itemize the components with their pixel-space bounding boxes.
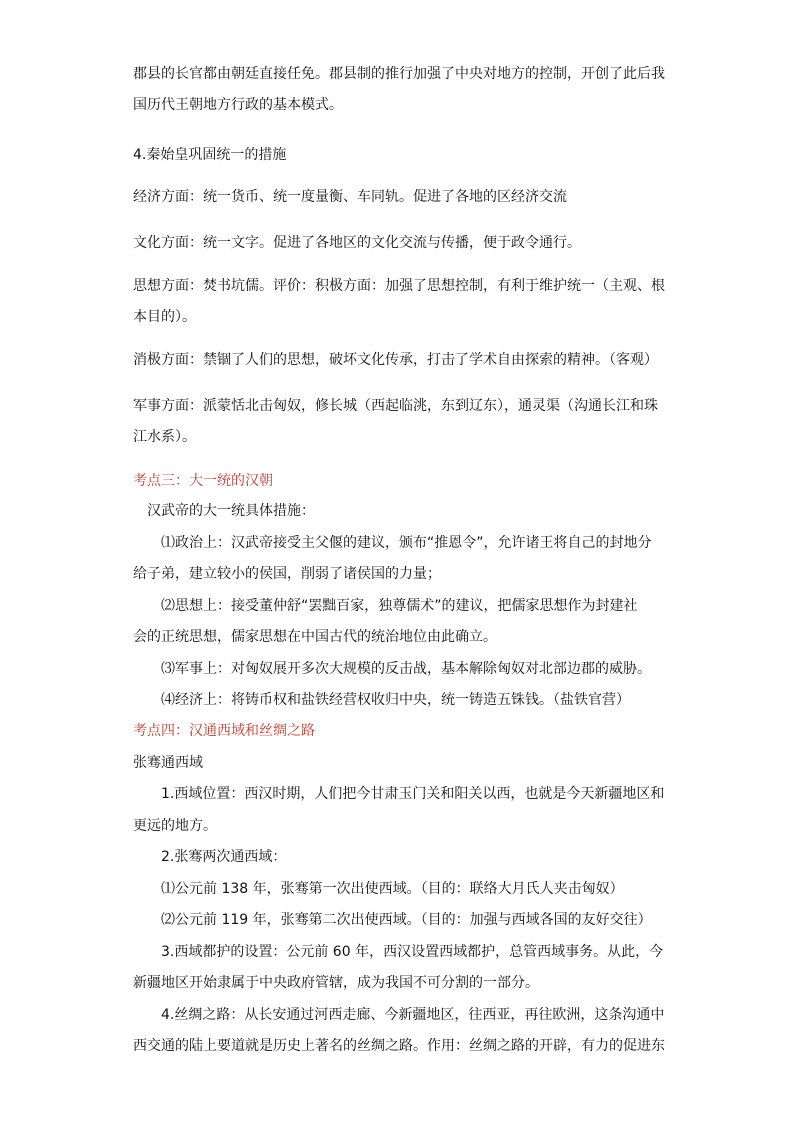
paragraph-line: 江水系）。 [133,429,196,445]
paragraph-line: 更远的地方。 [133,818,217,834]
paragraph-line: 国历代王朝地方行政的基本模式。 [133,97,343,113]
paragraph-line: 文化方面：统一文字。促进了各地区的文化交流与传播，便于政令通行。 [133,235,581,251]
paragraph-line: 郡县的长官都由朝廷直接任免。郡县制的推行加强了中央对地方的控制，开创了此后我 [133,66,665,82]
section-subheading: 张骞通西域 [133,755,203,771]
paragraph-line: 西交通的陆上要道就是历史上著名的丝绸之路。作用：丝绸之路的开辟，有力的促进东 [133,1038,665,1054]
paragraph-line: ⑴公元前 138 年，张骞第一次出使西域。（目的：联络大月氏人夹击匈奴） [161,881,624,897]
paragraph-line: ⑴政治上：汉武帝接受主父偃的建议，颁布“推恩令”，允许诸王将自己的封地分 [161,535,652,551]
section-subheading: 4.秦始皇巩固统一的措施 [133,147,287,163]
paragraph-line: 汉武帝的大一统具体措施： [147,503,315,519]
paragraph-line: 3.西域都护的设置：公元前 60 年，西汉设置西域都护，总管西域事务。从此，今 [161,944,664,960]
paragraph-line: 新疆地区开始隶属于中央政府管辖，成为我国不可分割的一部分。 [133,975,539,991]
paragraph-line: 1.西域位置：西汉时期，人们把今甘肃玉门关和阳关以西，也就是今天新疆地区和 [161,786,665,802]
paragraph-line: 军事方面：派蒙恬北击匈奴，修长城（西起临洮，东到辽东），通灵渠（沟通长江和珠 [133,398,658,414]
section-heading-kaodian-3: 考点三：大一统的汉朝 [133,473,273,489]
paragraph-line: 思想方面：焚书坑儒。评价：积极方面：加强了思想控制，有利于维护统一（主观、根 [133,278,665,294]
paragraph-line: 本目的）。 [133,309,196,325]
paragraph-line: 2.张骞两次通西域： [161,849,287,865]
paragraph-line: 4.丝绸之路：从长安通过河西走廊、今新疆地区，往西亚，再往欧洲，这条沟通中 [161,1007,665,1023]
paragraph-line: 给子弟，建立较小的侯国，削弱了诸侯国的力量； [133,566,441,582]
paragraph-line: ⑷经济上：将铸币权和盐铁经营权收归中央，统一铸造五铢钱。（盐铁官营） [161,692,630,708]
section-heading-kaodian-4: 考点四：汉通西域和丝绸之路 [133,723,315,739]
paragraph-line: ⑵思想上：接受董仲舒“罢黜百家，独尊儒术”的建议，把儒家思想作为封建社 [161,598,638,614]
paragraph-line: 消极方面：禁锢了人们的思想，破坏文化传承，打击了学术自由探索的精神。（客观） [133,352,658,368]
paragraph-line: 会的正统思想，儒家思想在中国古代的统治地位由此确立。 [133,629,497,645]
paragraph-line: ⑶军事上：对匈奴展开多次大规模的反击战，基本解除匈奴对北部边郡的威胁。 [161,661,651,677]
paragraph-line: 经济方面：统一货币、统一度量衡、车同轨。促进了各地的区经济交流 [133,189,567,205]
paragraph-line: ⑵公元前 119 年，张骞第二次出使西域。（目的：加强与西域各国的友好交往） [161,912,652,928]
